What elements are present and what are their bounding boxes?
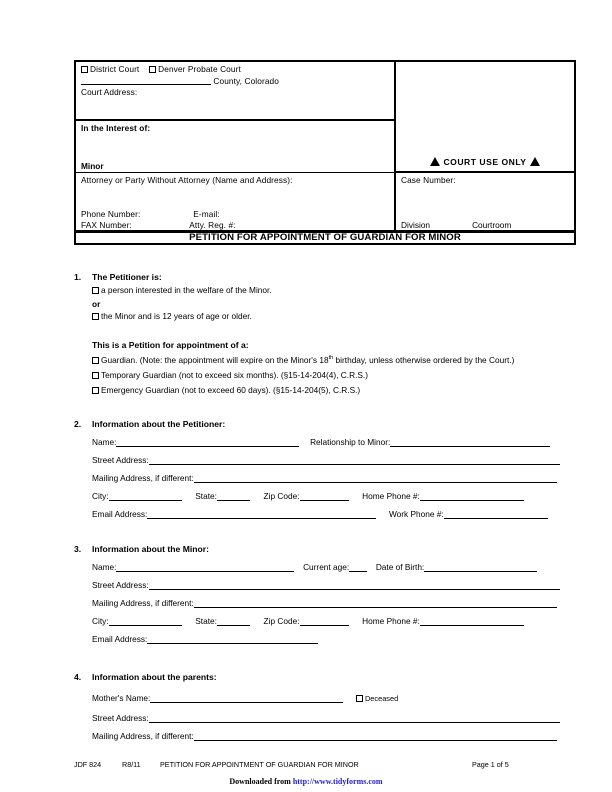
petitioner-street-row <box>92 455 560 466</box>
caption-right-column <box>396 62 574 231</box>
court-address-label: Court Address: <box>81 87 138 97</box>
mother-mailing-row <box>92 731 557 742</box>
minor-mailing-label: Mailing Address, if different: <box>92 598 194 608</box>
minor-home-phone-label: Home Phone #: <box>362 616 420 626</box>
section1-option-b-label: the Minor and is 12 years of age or older. <box>101 311 252 321</box>
minor-name-input[interactable] <box>116 562 294 572</box>
petitioner-relationship-label: Relationship to Minor: <box>310 437 391 447</box>
temporary-guardian-label: Temporary Guardian (not to exceed six months). (§15-14-204(4), C.R.S.) <box>101 370 368 380</box>
petitioner-email-row <box>92 509 548 520</box>
county-row <box>81 75 390 87</box>
mother-street-row <box>92 713 560 724</box>
triangle-left-icon <box>430 157 440 166</box>
emergency-guardian-row <box>92 385 360 396</box>
minor-mailing-input[interactable] <box>194 598 557 608</box>
section3-heading: Information about the Minor: <box>92 544 209 554</box>
mother-mailing-label: Mailing Address, if different: <box>92 731 194 741</box>
minor-city-row <box>92 616 524 627</box>
downloaded-prefix-label: Downloaded from <box>229 777 293 786</box>
mother-mailing-input[interactable] <box>194 731 557 741</box>
petitioner-email-label: Email Address: <box>92 509 148 519</box>
county-input-line[interactable] <box>81 75 211 85</box>
minor-email-input[interactable] <box>147 634 318 644</box>
section1-heading: The Petitioner is: <box>92 272 162 282</box>
minor-current-age-label: Current age: <box>303 562 350 572</box>
guardian-label-post: birthday, unless otherwise ordered by the Court.) <box>333 354 515 365</box>
minor-dob-label: Date of Birth: <box>375 562 425 572</box>
section3-number: 3. <box>74 544 82 554</box>
mother-deceased-label: Deceased <box>364 694 399 703</box>
petitioner-city-label: City: <box>92 491 109 501</box>
petitioner-mailing-row <box>92 473 557 484</box>
minor-state-label: State: <box>195 616 217 626</box>
in-the-interest-of-cell <box>76 121 394 173</box>
section1-option-b-row <box>92 311 252 322</box>
guardian-option-row <box>92 353 514 366</box>
court-identification-cell <box>76 62 394 121</box>
phone-number-label: Phone Number: <box>81 209 141 219</box>
emergency-guardian-checkbox[interactable] <box>92 387 99 394</box>
section4-number: 4. <box>74 672 82 682</box>
county-state-label: County, Colorado <box>213 76 279 86</box>
guardian-checkbox[interactable] <box>92 357 99 364</box>
petitioner-city-row <box>92 491 524 502</box>
petitioner-interested-person-checkbox[interactable] <box>92 287 99 294</box>
petitioner-name-input[interactable] <box>116 437 299 447</box>
section4-heading: Information about the parents: <box>92 672 217 682</box>
court-use-only-cell <box>396 62 574 173</box>
section1-option-a-row <box>92 285 272 296</box>
mother-street-input[interactable] <box>149 713 560 723</box>
email-label: E-mail: <box>193 209 220 219</box>
minor-mailing-row <box>92 598 557 609</box>
division-label: Division <box>401 220 431 230</box>
downloaded-from-note <box>0 777 612 786</box>
case-number-label: Case Number: <box>401 175 456 185</box>
petitioner-street-label: Street Address: <box>92 455 149 465</box>
form-title-bar: PETITION FOR APPOINTMENT OF GUARDIAN FOR MINOR <box>74 230 576 245</box>
minor-street-row <box>92 580 560 591</box>
petition-appointment-heading: This is a Petition for appointment of a: <box>92 340 249 350</box>
phone-row <box>81 209 390 220</box>
section1-number: 1. <box>74 272 82 282</box>
minor-state-input[interactable] <box>217 616 250 626</box>
petitioner-name-label: Name: <box>92 437 117 447</box>
footer-page-number: Page 1 of 5 <box>472 760 509 769</box>
atty-reg-label: Atty. Reg. #: <box>189 220 236 230</box>
guardian-label-pre: Guardian. (Note: the appointment will expire on the Minor's 18 <box>101 354 329 365</box>
minor-name-label: Name: <box>92 562 117 572</box>
petitioner-city-input[interactable] <box>109 491 182 501</box>
minor-label: Minor <box>81 161 104 171</box>
minor-home-phone-input[interactable] <box>420 616 524 626</box>
division-courtroom-row <box>401 220 511 230</box>
denver-probate-court-label: Denver Probate Court <box>158 64 241 74</box>
in-the-interest-of-label: In the Interest of: <box>81 123 151 133</box>
footer-revision: R8/11 <box>122 760 141 769</box>
district-court-checkbox[interactable] <box>81 66 88 73</box>
temporary-guardian-checkbox[interactable] <box>92 372 99 379</box>
petitioner-home-phone-input[interactable] <box>420 491 524 501</box>
footer-form-number: JDF 824 <box>74 760 102 769</box>
section1-or-label: or <box>92 299 101 309</box>
mother-street-label: Street Address: <box>92 713 149 723</box>
petitioner-zip-label: Zip Code: <box>263 491 300 501</box>
petitioner-home-phone-label: Home Phone #: <box>362 491 420 501</box>
section1-option-a-label: a person interested in the welfare of the Minor. <box>101 285 272 295</box>
triangle-right-icon <box>530 157 540 166</box>
denver-probate-court-checkbox[interactable] <box>149 66 156 73</box>
petitioner-work-phone-input[interactable] <box>444 509 548 519</box>
mother-name-row <box>92 693 398 704</box>
mother-name-input[interactable] <box>150 693 343 703</box>
petitioner-zip-input[interactable] <box>300 491 349 501</box>
petitioner-name-row <box>92 437 550 448</box>
courtroom-label: Courtroom <box>472 220 512 230</box>
petitioner-street-input[interactable] <box>149 455 560 465</box>
minor-street-input[interactable] <box>149 580 560 590</box>
petitioner-minor-12-checkbox[interactable] <box>92 313 99 320</box>
petitioner-mailing-input[interactable] <box>194 473 557 483</box>
minor-email-row <box>92 634 318 645</box>
minor-name-row <box>92 562 537 573</box>
petitioner-email-input[interactable] <box>147 509 376 519</box>
minor-zip-input[interactable] <box>300 616 349 626</box>
attorney-label: Attorney or Party Without Attorney (Name and Address): <box>81 175 293 185</box>
case-info-cell <box>396 173 574 231</box>
minor-zip-label: Zip Code: <box>263 616 300 626</box>
court-type-row <box>81 64 390 75</box>
minor-current-age-input[interactable] <box>349 562 367 572</box>
emergency-guardian-label: Emergency Guardian (not to exceed 60 days). (§15-14-204(5), C.R.S.) <box>101 385 361 395</box>
attorney-cell <box>76 173 394 231</box>
petitioner-work-phone-label: Work Phone #: <box>388 509 444 519</box>
caption-left-column <box>76 62 396 231</box>
mother-name-label: Mother's Name: <box>92 693 151 703</box>
court-use-only-label: COURT USE ONLY <box>443 157 527 167</box>
petitioner-state-input[interactable] <box>217 491 250 501</box>
petitioner-relationship-input[interactable] <box>390 437 550 447</box>
fax-number-label: FAX Number: <box>81 220 132 230</box>
caption-table <box>74 60 576 233</box>
petitioner-mailing-label: Mailing Address, if different: <box>92 473 194 483</box>
minor-street-label: Street Address: <box>92 580 149 590</box>
minor-email-label: Email Address: <box>92 634 148 644</box>
court-use-only-row <box>396 157 574 167</box>
footer-form-title: PETITION FOR APPOINTMENT OF GUARDIAN FOR MINOR <box>160 760 359 769</box>
petitioner-state-label: State: <box>195 491 217 501</box>
district-court-label: District Court <box>90 64 140 74</box>
tidyforms-url-link[interactable]: http://www.tidyforms.com <box>292 777 383 786</box>
temporary-guardian-row <box>92 370 368 381</box>
section2-number: 2. <box>74 419 82 429</box>
minor-city-label: City: <box>92 616 109 626</box>
minor-city-input[interactable] <box>109 616 182 626</box>
section2-heading: Information about the Petitioner: <box>92 419 226 429</box>
guardian-label-sup: th <box>328 355 334 361</box>
minor-dob-input[interactable] <box>424 562 537 572</box>
mother-deceased-checkbox[interactable] <box>356 695 363 702</box>
